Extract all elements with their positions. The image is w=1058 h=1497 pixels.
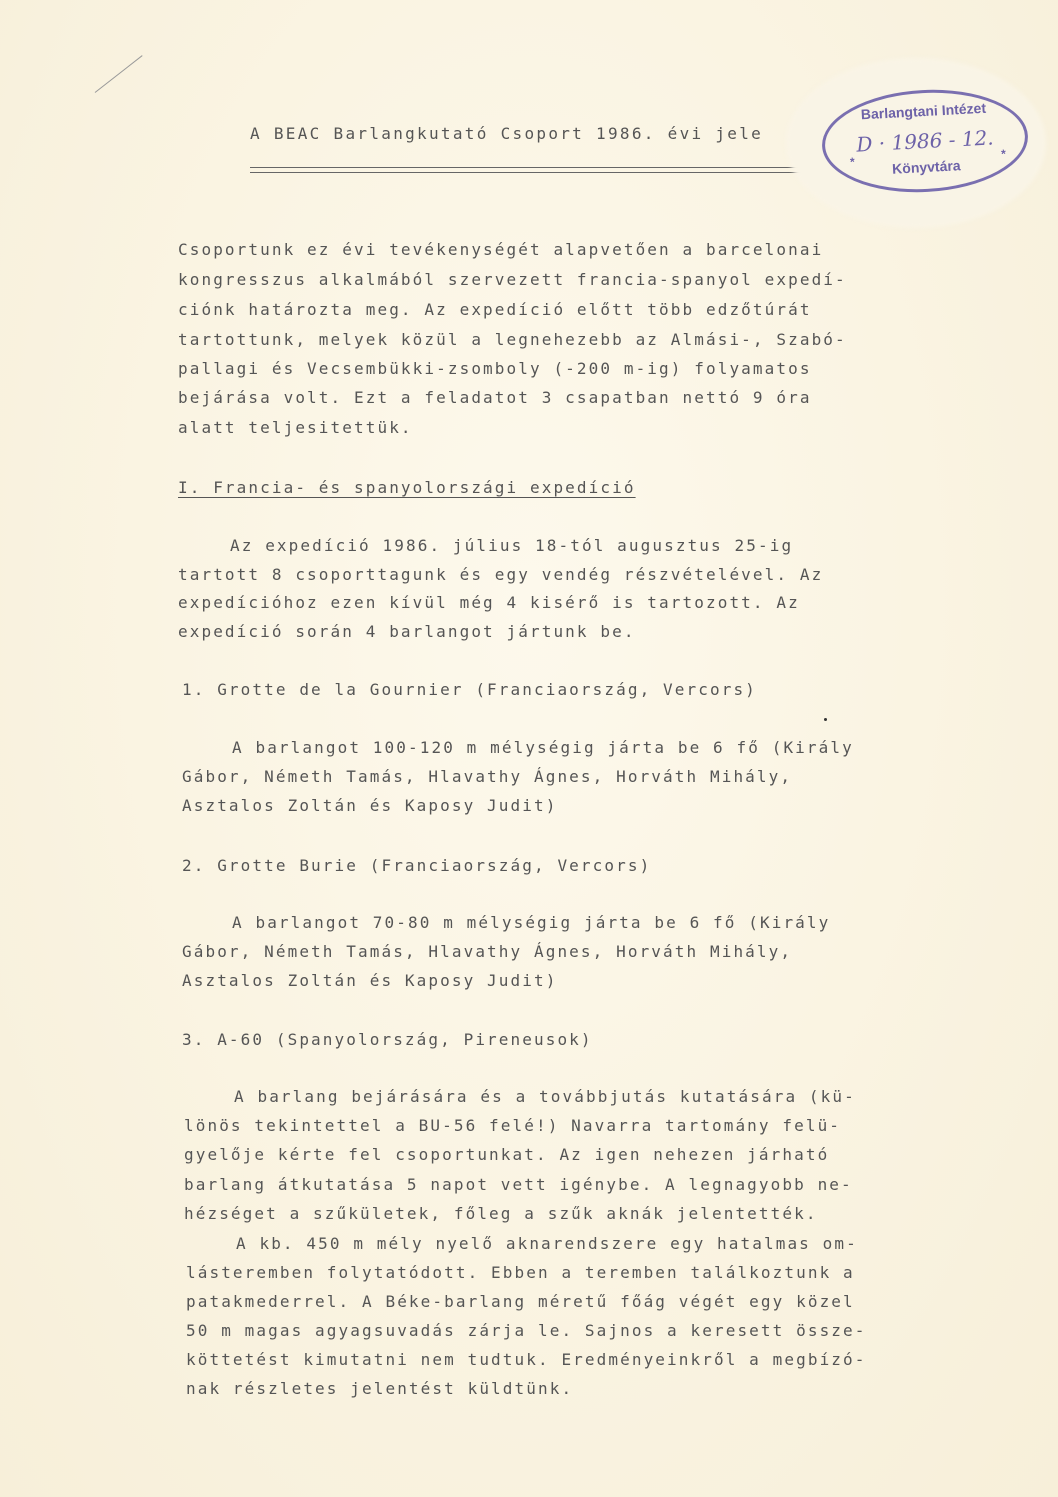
item-line: A barlangot 70-80 m mélységig járta be 6 fő (Király [232, 913, 831, 932]
item-line: Asztalos Zoltán és Kaposy Judit) [182, 971, 558, 990]
item-line: köttetést kimutatni nem tudtuk. Eredményeinkről a megbízó- [186, 1350, 867, 1369]
item-line: Gábor, Németh Tamás, Hlavathy Ágnes, Horváth Mihály, [182, 942, 793, 961]
item-line: Asztalos Zoltán és Kaposy Judit) [182, 796, 558, 815]
item-heading: 2. Grotte Burie (Franciaország, Vercors) [182, 856, 652, 875]
item-heading: 1. Grotte de la Gournier (Franciaország, Vercors) [182, 680, 757, 699]
section-line: Az expedíció 1986. július 18-tól augusztus 25-ig [230, 536, 794, 555]
section-line: expedíció során 4 barlangot jártunk be. [178, 622, 636, 641]
item-line: 50 m magas agyagsuvadás zárja le. Sajnos a keresett össze- [186, 1321, 867, 1340]
stamp-institute: Barlangtani Intézet [860, 99, 987, 123]
item-line: barlang átkutatása 5 napot vett igénybe. A legnagyobb ne- [184, 1175, 853, 1194]
section-heading: I. Francia- és spanyolországi expedíció [178, 478, 636, 497]
document-title: A BEAC Barlangkutató Csoport 1986. évi jele [250, 124, 764, 143]
stamp-library: Könyvtára [891, 157, 961, 177]
item-line: patakmederrel. A Béke-barlang méretű főág végét egy közel [186, 1292, 855, 1311]
item-line: lásteremben folytatódott. Ebben a teremben találkoztunk a [186, 1263, 855, 1282]
pencil-mark [95, 55, 143, 93]
item-line: Gábor, Németh Tamás, Hlavathy Ágnes, Horváth Mihály, [182, 767, 793, 786]
section-line: tartott 8 csoporttagunk és egy vendég részvételével. Az [178, 565, 824, 584]
stamp-star-icon: * [849, 154, 856, 169]
stamp-star-icon: * [1000, 146, 1007, 162]
intro-line: pallagi és Vecsembükki-zsomboly (-200 m-ig) folyamatos [178, 359, 812, 378]
item-line: hézséget a szűkületek, főleg a szűk aknák jelentették. [184, 1204, 818, 1223]
stamp-date: D · 1986 - 12. [855, 125, 995, 157]
item-line: gyelője kérte fel csoportunkat. Az igen nehezen járható [184, 1145, 830, 1164]
intro-line: bejárása volt. Ezt a feladatot 3 csapatban nettó 9 óra [178, 388, 812, 407]
item-heading: 3. A-60 (Spanyolország, Pireneusok) [182, 1030, 593, 1049]
title-rule-bottom [250, 172, 820, 173]
item-line: nak részletes jelentést küldtünk. [186, 1379, 574, 1398]
intro-line: Csoportunk ez évi tevékenységét alapvetően a barcelonai [178, 240, 824, 259]
item-line: A kb. 450 m mély nyelő aknarendszere egy hatalmas om- [236, 1234, 858, 1253]
intro-line: kongresszus alkalmából szervezett francia-spanyol expedí- [178, 270, 847, 289]
item-line: A barlang bejárására és a továbbjutás kutatására (kü- [234, 1087, 856, 1106]
item-line: A barlangot 100-120 m mélységig járta be 6 fő (Király [232, 738, 854, 757]
title-rule-top [250, 167, 820, 168]
section-line: expedícióhoz ezen kívül még 4 kisérő is tartozott. Az [178, 593, 800, 612]
intro-line: ciónk határozta meg. Az expedíció előtt több edzőtúrát [178, 300, 812, 319]
ink-dot [824, 718, 827, 721]
item-line: lönös tekintettel a BU-56 felé!) Navarra tartomány felü- [184, 1116, 842, 1135]
intro-line: tartottunk, melyek közül a legnehezebb az Almási-, Szabó- [178, 330, 847, 349]
intro-line: alatt teljesitettük. [178, 418, 413, 437]
